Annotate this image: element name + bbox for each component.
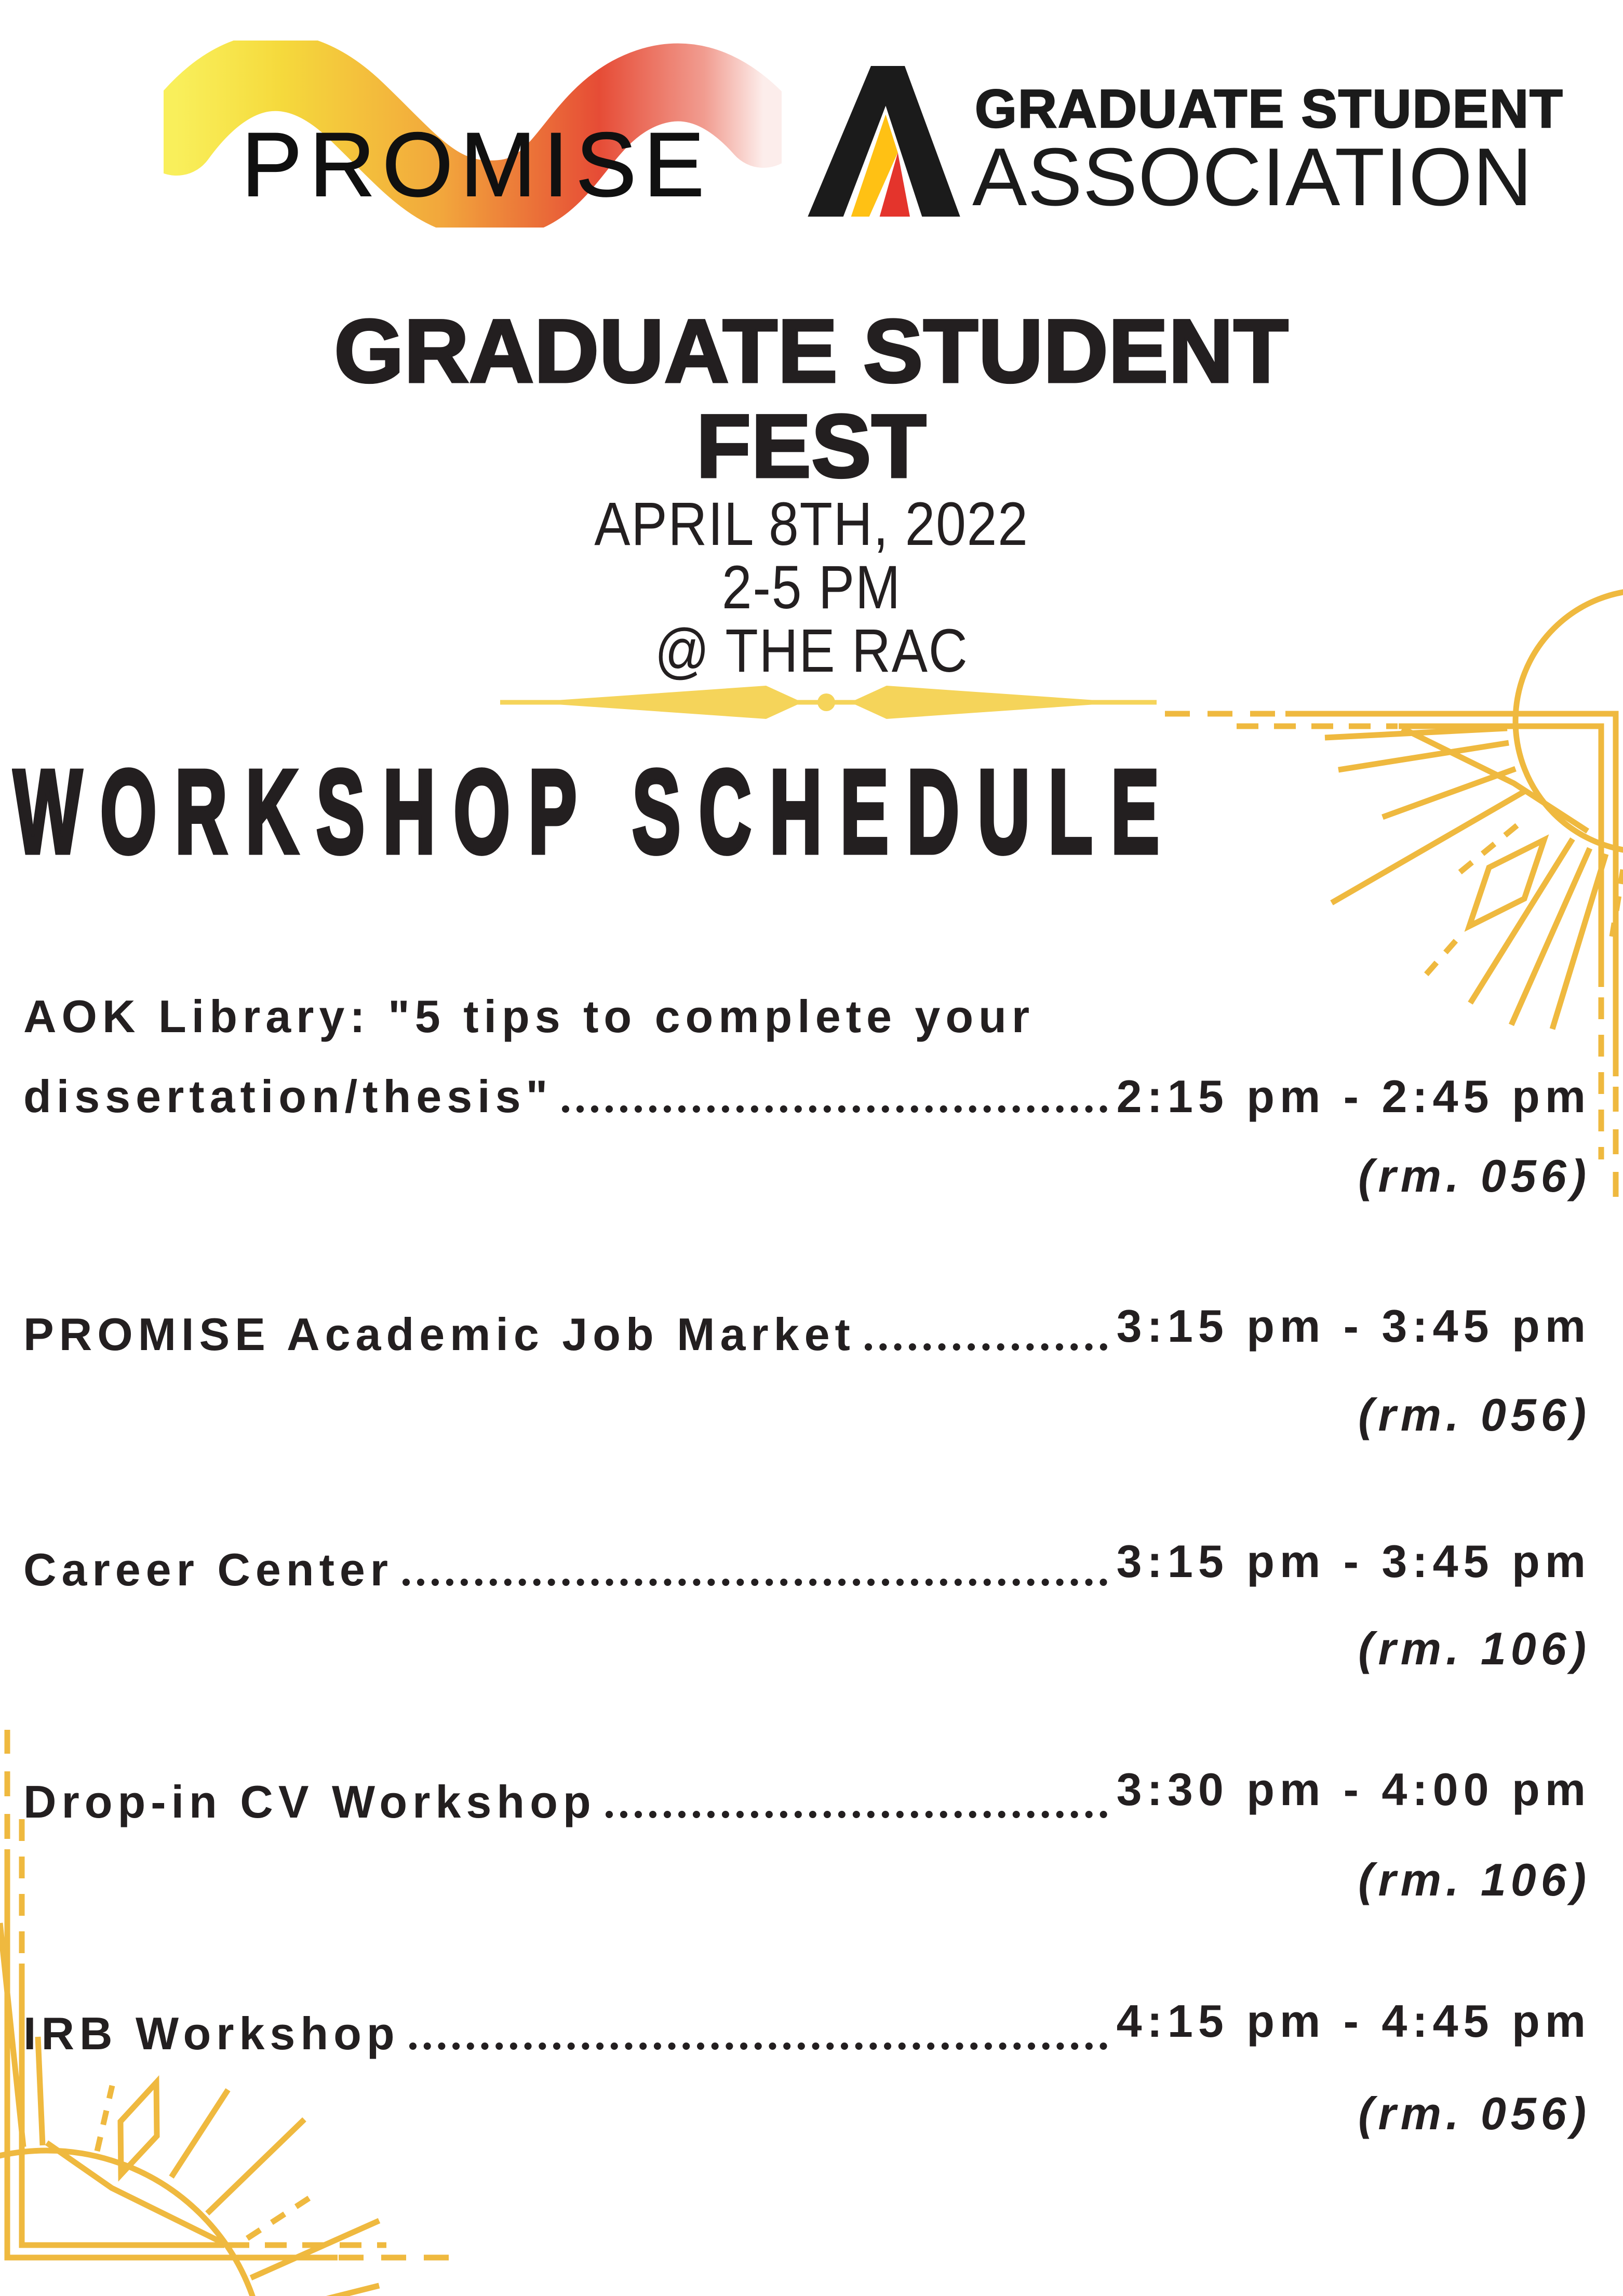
event-time-range: 2-5 PM bbox=[721, 553, 902, 622]
promise-logo-text: PROMISE bbox=[242, 114, 712, 216]
schedule-entry-room-row bbox=[23, 1852, 1591, 1907]
entry-5-title: IRB Workshop bbox=[23, 2008, 400, 2059]
entry-2-time: 3:15 pm - 3:45 pm bbox=[1116, 1300, 1591, 1352]
promise-logo bbox=[164, 41, 782, 228]
dot-leader bbox=[562, 1105, 1107, 1113]
gsa-logo-line2: ASSOCIATION bbox=[972, 131, 1533, 223]
entry-4-time: 3:30 pm - 4:00 pm bbox=[1116, 1764, 1591, 1815]
schedule-entry-row bbox=[23, 1069, 1591, 1124]
entry-2-room: (rm. 056) bbox=[1358, 1389, 1591, 1440]
schedule-entry-row bbox=[23, 1536, 1591, 1597]
gsa-a-mark-icon bbox=[806, 63, 962, 219]
entry-1-room: (rm. 056) bbox=[1358, 1150, 1591, 1202]
entry-3-time: 3:15 pm - 3:45 pm bbox=[1116, 1536, 1591, 1587]
divider-ornament-icon bbox=[500, 686, 1157, 719]
entry-3-room: (rm. 106) bbox=[1358, 1623, 1591, 1674]
entry-1-title-line2: dissertation/thesis" bbox=[23, 1071, 553, 1122]
event-date: APRIL 8TH, 2022 bbox=[594, 490, 1029, 558]
event-details bbox=[98, 492, 1526, 683]
dot-leader bbox=[403, 1579, 1107, 1586]
event-title bbox=[0, 301, 1623, 496]
dot-leader bbox=[865, 1343, 1107, 1351]
schedule-entry-title bbox=[23, 989, 1591, 1044]
schedule-entry-room-row bbox=[23, 1387, 1591, 1443]
event-title-line1: GRADUATE STUDENT bbox=[334, 301, 1289, 401]
entry-3-title: Career Center bbox=[23, 1544, 394, 1595]
gsa-logo-line1: GRADUATE STUDENT bbox=[975, 79, 1564, 139]
schedule-entry-room-row bbox=[23, 1149, 1591, 1204]
entry-5-room: (rm. 056) bbox=[1358, 2088, 1591, 2139]
event-title-line2: FEST bbox=[696, 396, 927, 496]
schedule-entry-room-row bbox=[23, 1621, 1591, 1676]
dot-leader bbox=[409, 2043, 1107, 2050]
event-venue: @ THE RAC bbox=[654, 617, 969, 685]
schedule-entry-row bbox=[23, 1764, 1591, 1830]
schedule-entry-room-row bbox=[23, 2086, 1591, 2141]
entry-4-room: (rm. 106) bbox=[1358, 1854, 1591, 1905]
entry-5-time: 4:15 pm - 4:45 pm bbox=[1116, 1995, 1591, 2047]
entry-1-title-line1: AOK Library: "5 tips to complete your bbox=[23, 991, 1035, 1042]
schedule-heading: WORKSHOP SCHEDULE bbox=[14, 745, 1178, 878]
gsa-logo bbox=[806, 57, 1564, 229]
schedule-entry-row bbox=[23, 1995, 1591, 2061]
entry-2-title: PROMISE Academic Job Market bbox=[23, 1309, 855, 1360]
dot-leader bbox=[606, 1811, 1107, 1818]
schedule-entry-row bbox=[23, 1300, 1591, 1362]
entry-4-title: Drop-in CV Workshop bbox=[23, 1776, 596, 1827]
entry-1-time: 2:15 pm - 2:45 pm bbox=[1116, 1071, 1591, 1122]
